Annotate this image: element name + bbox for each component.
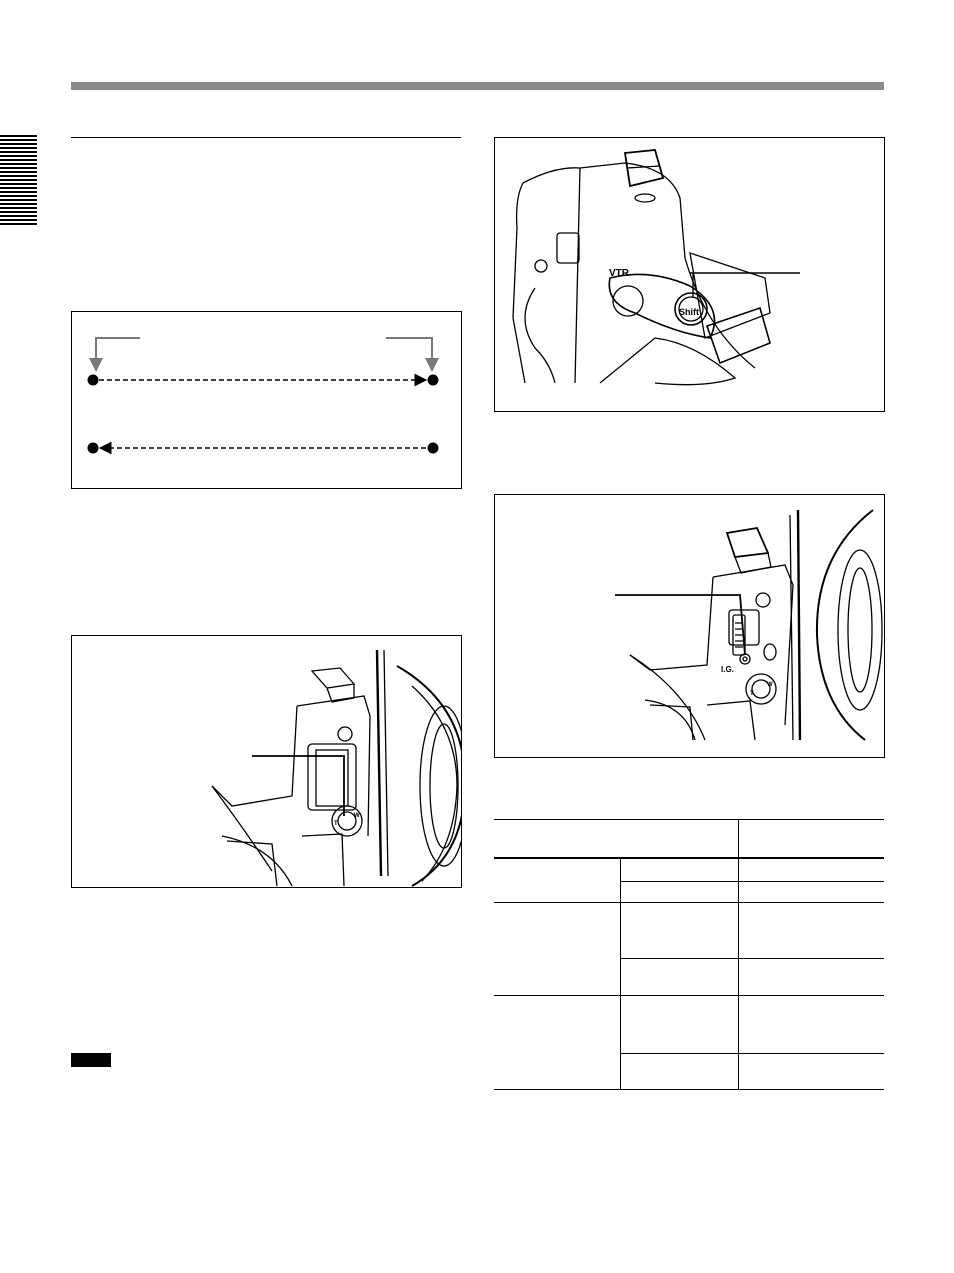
vtr-shift-figure — [494, 137, 885, 412]
shift-button-label: Shift — [679, 307, 699, 317]
zoom-switch-figure — [71, 635, 462, 888]
table-header-row — [494, 820, 884, 858]
section-tab-marker — [0, 135, 37, 227]
table-header-cell — [739, 820, 885, 858]
ig-zoom-w-label: W — [767, 682, 773, 688]
settings-table — [494, 819, 884, 1090]
table-group-cell — [494, 858, 621, 903]
vtr-label: VTR — [609, 268, 629, 279]
position-diagram — [71, 311, 462, 489]
table-group-cell — [494, 903, 621, 996]
table-cell — [621, 903, 739, 959]
ig-label: I.G. — [721, 665, 734, 674]
table-cell — [739, 882, 885, 903]
return-arrow-right — [386, 338, 432, 362]
start-point-top — [88, 375, 99, 386]
ig-control-figure — [494, 494, 885, 758]
table-cell — [739, 1054, 885, 1090]
table-cell — [621, 1054, 739, 1090]
zoom-t-label: T — [334, 821, 338, 827]
note-label — [71, 1053, 111, 1067]
header-bar — [71, 82, 884, 90]
table-group-cell — [494, 996, 621, 1090]
table-cell — [621, 858, 739, 882]
table-row — [494, 903, 884, 959]
table-header-cell — [494, 820, 739, 858]
arrow-head-left — [89, 358, 103, 372]
end-point-bottom — [88, 443, 99, 454]
table-cell — [621, 959, 739, 996]
section-rule — [71, 137, 461, 138]
start-point-bottom — [428, 443, 439, 454]
table-row — [494, 858, 884, 882]
ig-zoom-t-label: T — [750, 691, 754, 697]
table-cell — [739, 996, 885, 1054]
table-cell — [621, 882, 739, 903]
table-cell — [739, 903, 885, 959]
table-cell — [739, 858, 885, 882]
arrow-head-right — [425, 358, 439, 372]
table-cell — [621, 996, 739, 1054]
end-point-top — [428, 375, 439, 386]
table-row — [494, 996, 884, 1054]
zoom-w-label: W — [354, 813, 360, 819]
table-cell — [739, 959, 885, 996]
